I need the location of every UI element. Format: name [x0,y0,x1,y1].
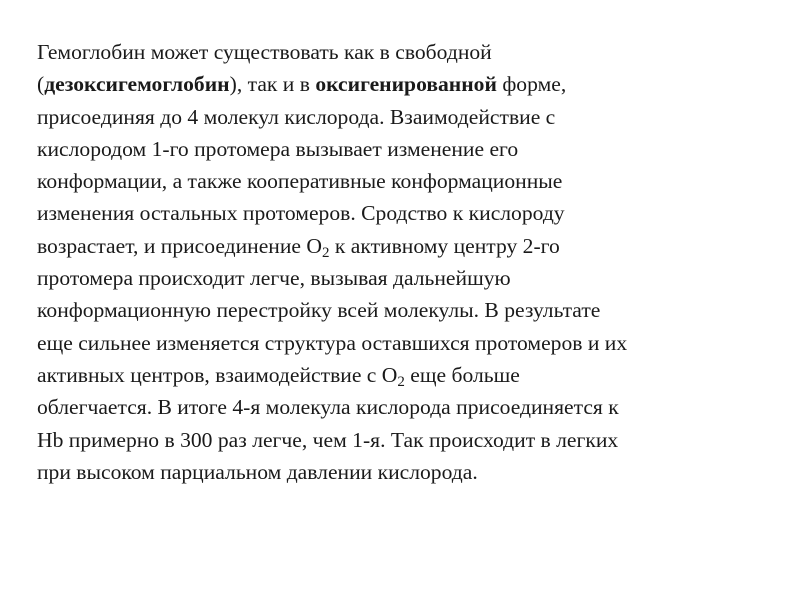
text-line-3: присоединяя до 4 молекул кислорода. Взаимодействие с [37,104,556,129]
text-fragment: возрастает, и присоединение O [37,233,322,258]
text-line-5: конформации, а также кооперативные конформационные [37,169,563,194]
text-line-12: облегчается. В итоге 4-я молекула кислорода присоединяется к [37,395,619,420]
text-line-6: изменения остальных протомеров. Сродство к кислороду [37,201,565,226]
text-line-9: конформационную перестройку всей молекулы. В результате [37,298,601,323]
text-fragment: ( [37,72,45,97]
text-line-4: кислородом 1-го протомера вызывает изменение его [37,136,519,161]
subscript: 2 [397,373,405,390]
text-line-1: Гемоглобин может существовать как в свободной [37,40,492,64]
subscript: 2 [322,244,330,261]
text-line-10: еще сильнее изменяется структура оставшихся протомеров и их [37,330,628,355]
text-line-8: протомера происходит легче, вызывая дальнейшую [37,266,511,291]
text-fragment: к активному центру 2-го [329,233,560,258]
body-paragraph [37,36,777,488]
term-oxygenated: оксигенированной [315,72,497,97]
text-line-13: Hb примерно в 300 раз легче, чем 1-я. Так происходит в легких [37,427,619,452]
text-fragment: активных центров, взаимодействие с O [37,362,398,387]
text-line-14: при высоком парциальном давлении кислорода. [37,459,478,484]
term-deoxyhemoglobin: дезоксигемоглобин [44,72,230,97]
text-fragment: форме, [496,72,567,97]
text-fragment: еще больше [404,362,520,387]
text-fragment: ), так и в [229,72,316,97]
